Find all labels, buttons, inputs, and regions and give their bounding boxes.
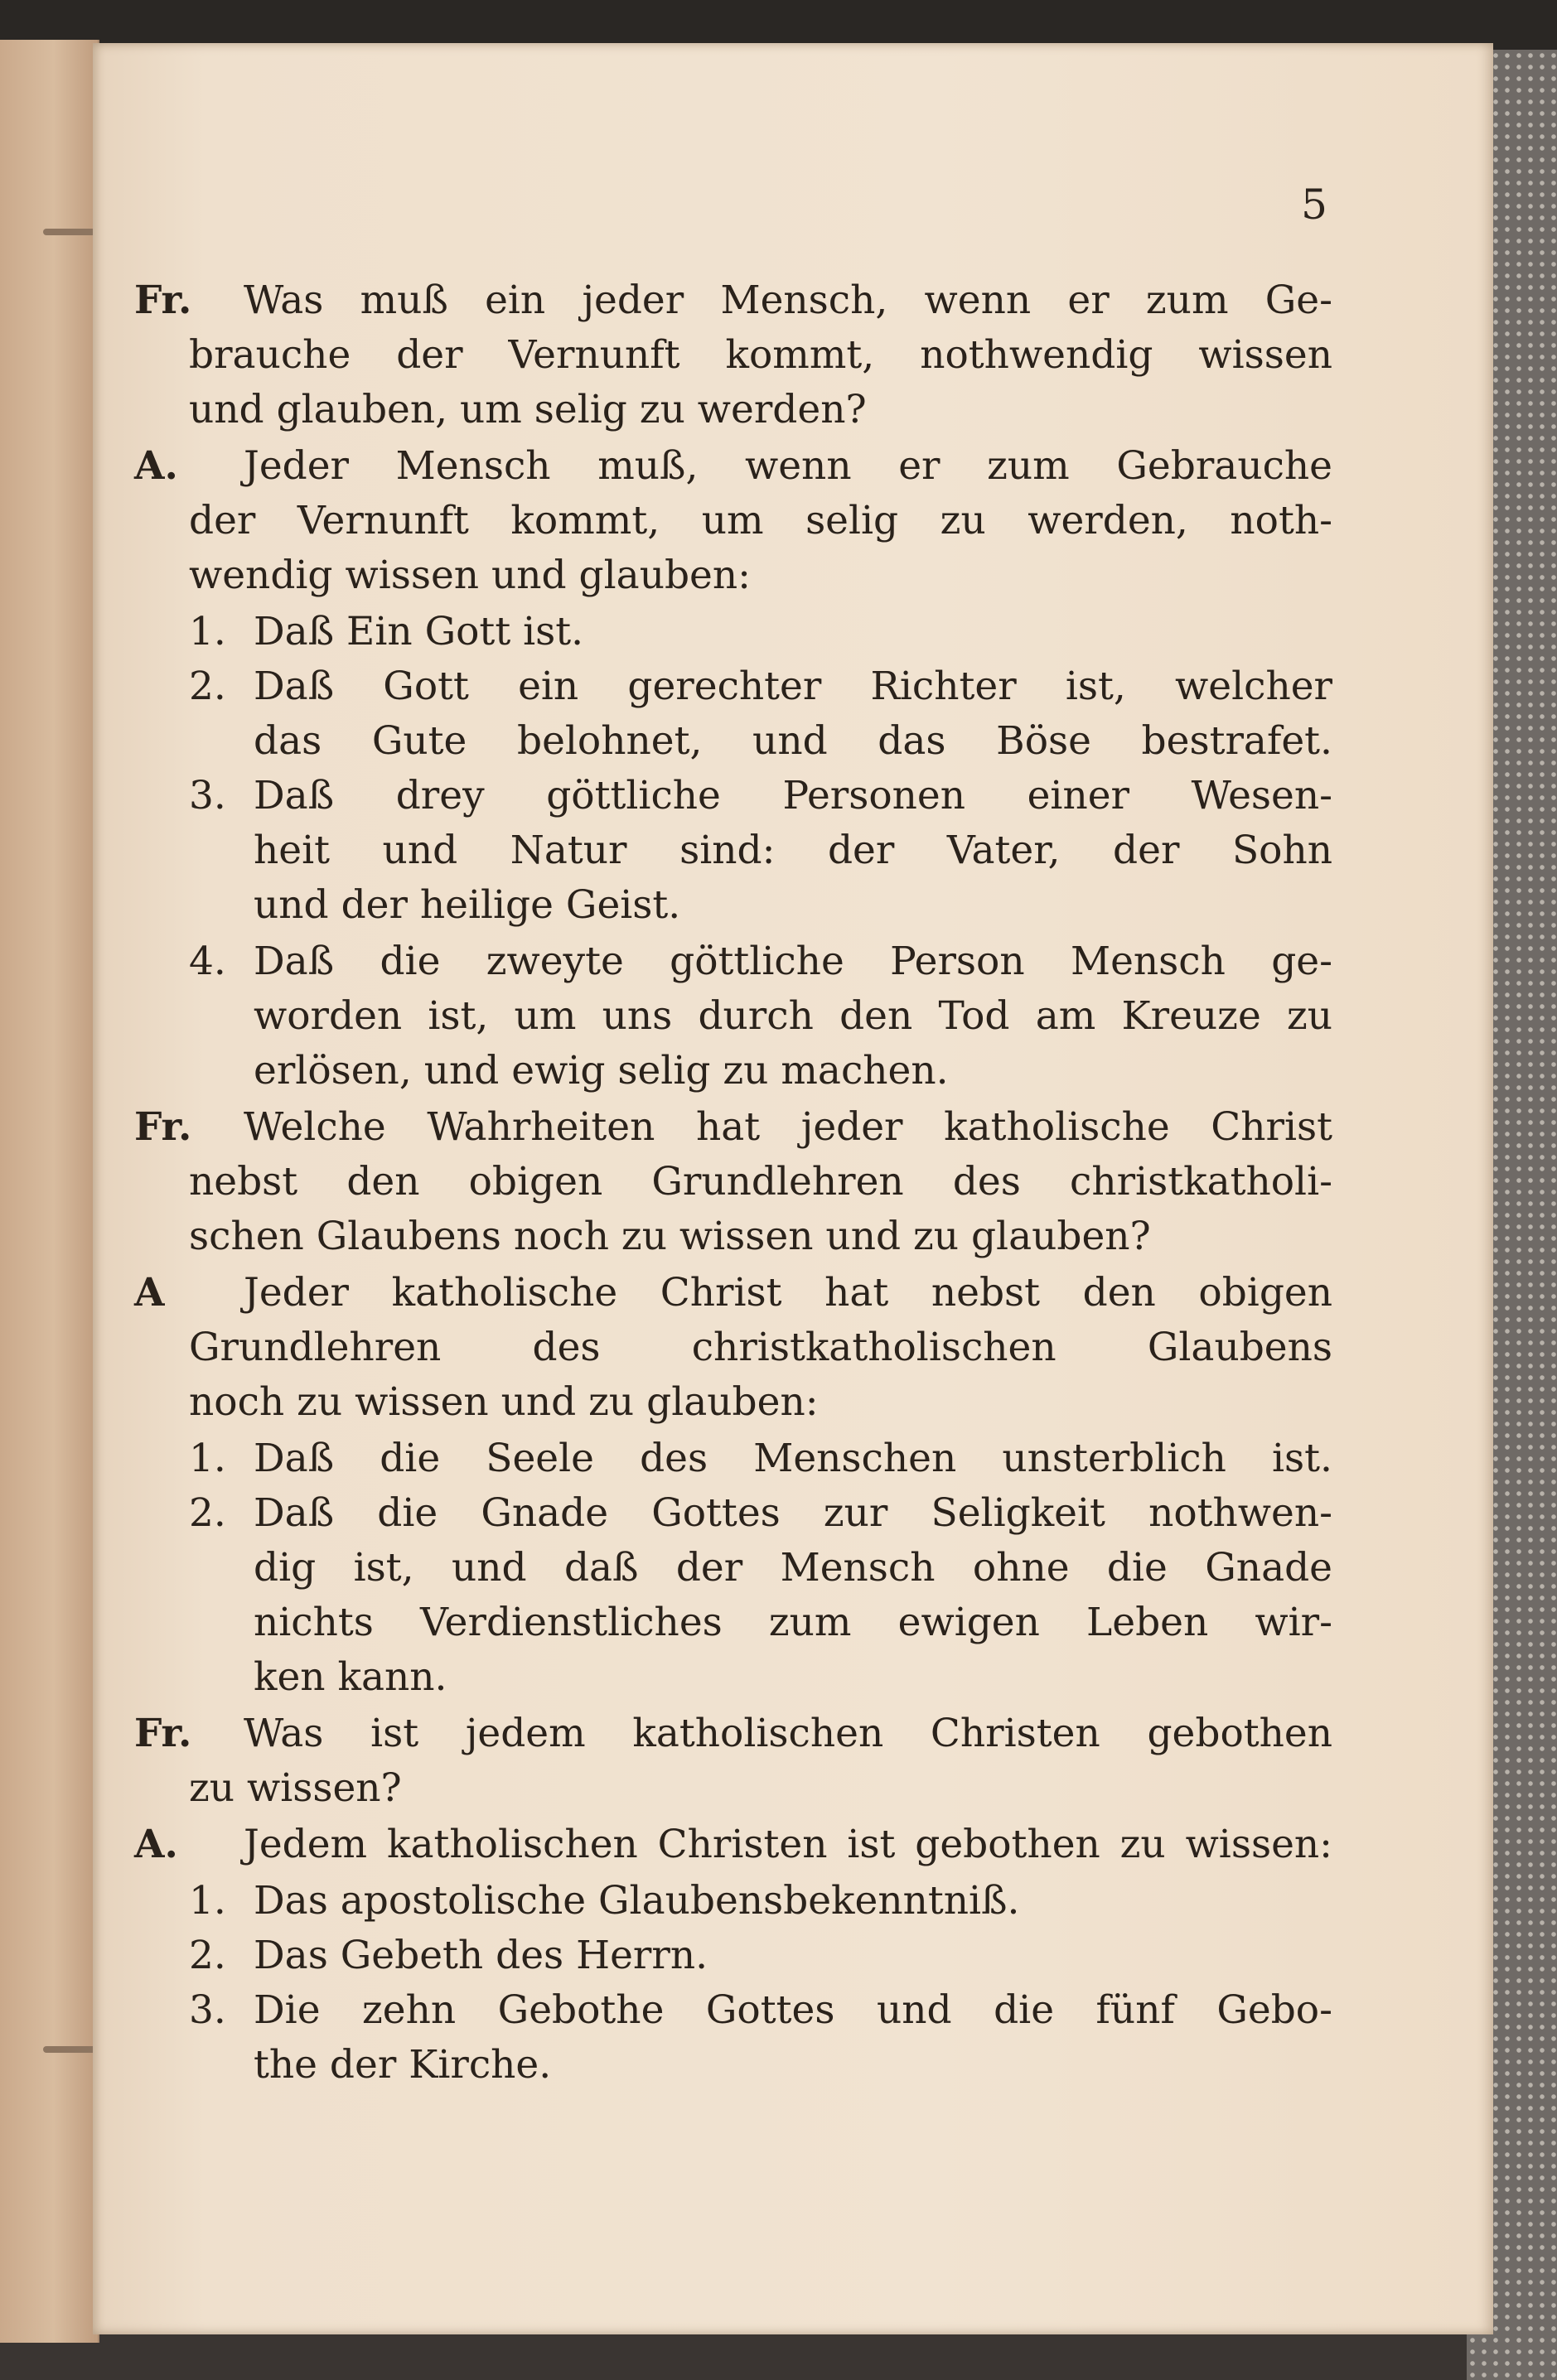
line-text: nebst den obigen Grundlehren des christkatholi- — [189, 1159, 1332, 1204]
line-text: und glauben, um selig zu werden? — [189, 387, 867, 432]
text-line — [134, 1707, 1332, 1761]
line-text: ken kann. — [254, 1654, 447, 1700]
line-text: Daß drey göttliche Personen einer Wesen- — [254, 773, 1332, 818]
text-line — [189, 823, 1332, 878]
text-line — [134, 1100, 1332, 1155]
line-text: Jedem katholischen Christen ist gebothen zu wissen: — [244, 1822, 1332, 1867]
line-text: Das Gebeth des Herrn. — [254, 1933, 708, 1978]
answer-label: A — [134, 1270, 165, 1316]
line-text: brauche der Vernunft kommt, nothwendig wissen — [189, 332, 1332, 378]
item-number: 2. — [189, 664, 226, 709]
list-item — [189, 605, 1332, 659]
text-line — [189, 1541, 1332, 1596]
line-text: Das apostolische Glaubensbekenntniß. — [254, 1878, 1020, 1924]
line-text: Daß Ein Gott ist. — [254, 609, 584, 654]
line-text: nichts Verdienstliches zum ewigen Leben wir- — [254, 1600, 1332, 1645]
text-line — [189, 714, 1332, 769]
line-text: Welche Wahrheiten hat jeder katholische Christ — [244, 1104, 1332, 1150]
text-line — [189, 494, 1332, 548]
question-label: Fr. — [134, 1104, 192, 1150]
line-text: Daß die Seele des Menschen unsterblich ist. — [254, 1436, 1332, 1481]
question-label: Fr. — [134, 278, 192, 323]
item-number: 1. — [189, 609, 226, 654]
item-number: 2. — [189, 1490, 226, 1536]
line-text: wendig wissen und glauben: — [189, 553, 751, 598]
line-text: und der heilige Geist. — [254, 882, 681, 928]
text-line — [189, 383, 1332, 437]
item-number: 3. — [189, 1987, 226, 2033]
list-item — [189, 1431, 1332, 1486]
item-number: 1. — [189, 1878, 226, 1924]
text-line — [189, 1155, 1332, 1209]
line-text: Daß die Gnade Gottes zur Seligkeit nothwen- — [254, 1490, 1332, 1536]
list-item — [189, 769, 1332, 823]
line-text: zu wissen? — [189, 1765, 402, 1811]
item-number: 3. — [189, 773, 226, 818]
line-text: Jeder katholische Christ hat nebst den obigen — [244, 1270, 1332, 1316]
text-line — [189, 548, 1332, 603]
list-item — [189, 1874, 1332, 1929]
text-line — [189, 1209, 1332, 1264]
line-text: heit und Natur sind: der Vater, der Sohn — [254, 828, 1332, 873]
line-text: Daß die zweyte göttliche Person Mensch ge- — [254, 939, 1332, 984]
page-number: 5 — [1301, 181, 1327, 229]
text-line — [189, 328, 1332, 383]
line-text: Die zehn Gebothe Gottes und die fünf Gebo- — [254, 1987, 1332, 2033]
line-text: Was ist jedem katholischen Christen gebothen — [244, 1711, 1332, 1756]
left-page-edge — [0, 40, 99, 2343]
list-item — [189, 1929, 1332, 1983]
line-text: schen Glaubens noch zu wissen und zu glauben? — [189, 1214, 1151, 1259]
list-item — [189, 934, 1332, 989]
line-text: noch zu wissen und zu glauben: — [189, 1379, 819, 1425]
text-line — [134, 1818, 1332, 1872]
text-line — [189, 878, 1332, 933]
answer-label: A. — [134, 443, 178, 489]
line-text: Was muß ein jeder Mensch, wenn er zum Ge- — [244, 278, 1332, 323]
text-line — [134, 1266, 1332, 1320]
list-item — [189, 1486, 1332, 1541]
text-line — [134, 439, 1332, 494]
text-line — [189, 1375, 1332, 1430]
line-text: der Vernunft kommt, um selig zu werden, noth- — [189, 498, 1332, 543]
text-line — [189, 1596, 1332, 1650]
line-text: Daß Gott ein gerechter Richter ist, welcher — [254, 664, 1332, 709]
item-number: 1. — [189, 1436, 226, 1481]
line-text: worden ist, um uns durch den Tod am Kreuze zu — [254, 993, 1332, 1039]
text-line — [134, 273, 1332, 328]
line-text: the der Kirche. — [254, 2042, 552, 2088]
line-text: dig ist, und daß der Mensch ohne die Gnade — [254, 1545, 1332, 1591]
item-number: 4. — [189, 939, 226, 984]
line-text: Jeder Mensch muß, wenn er zum Gebrauche — [244, 443, 1332, 489]
text-line — [189, 1650, 1332, 1705]
line-text: das Gute belohnet, und das Böse bestrafet. — [254, 718, 1332, 764]
text-line — [189, 1761, 1332, 1816]
list-item — [189, 659, 1332, 714]
list-item — [189, 1983, 1332, 2038]
line-text: Grundlehren des christkatholischen Glaubens — [189, 1325, 1332, 1370]
text-line — [189, 1044, 1332, 1098]
text-line — [189, 2038, 1332, 2093]
question-label: Fr. — [134, 1711, 192, 1756]
line-text: erlösen, und ewig selig zu machen. — [254, 1048, 949, 1093]
answer-label: A. — [134, 1822, 178, 1867]
text-line — [189, 1320, 1332, 1375]
item-number: 2. — [189, 1933, 226, 1978]
text-line — [189, 989, 1332, 1044]
